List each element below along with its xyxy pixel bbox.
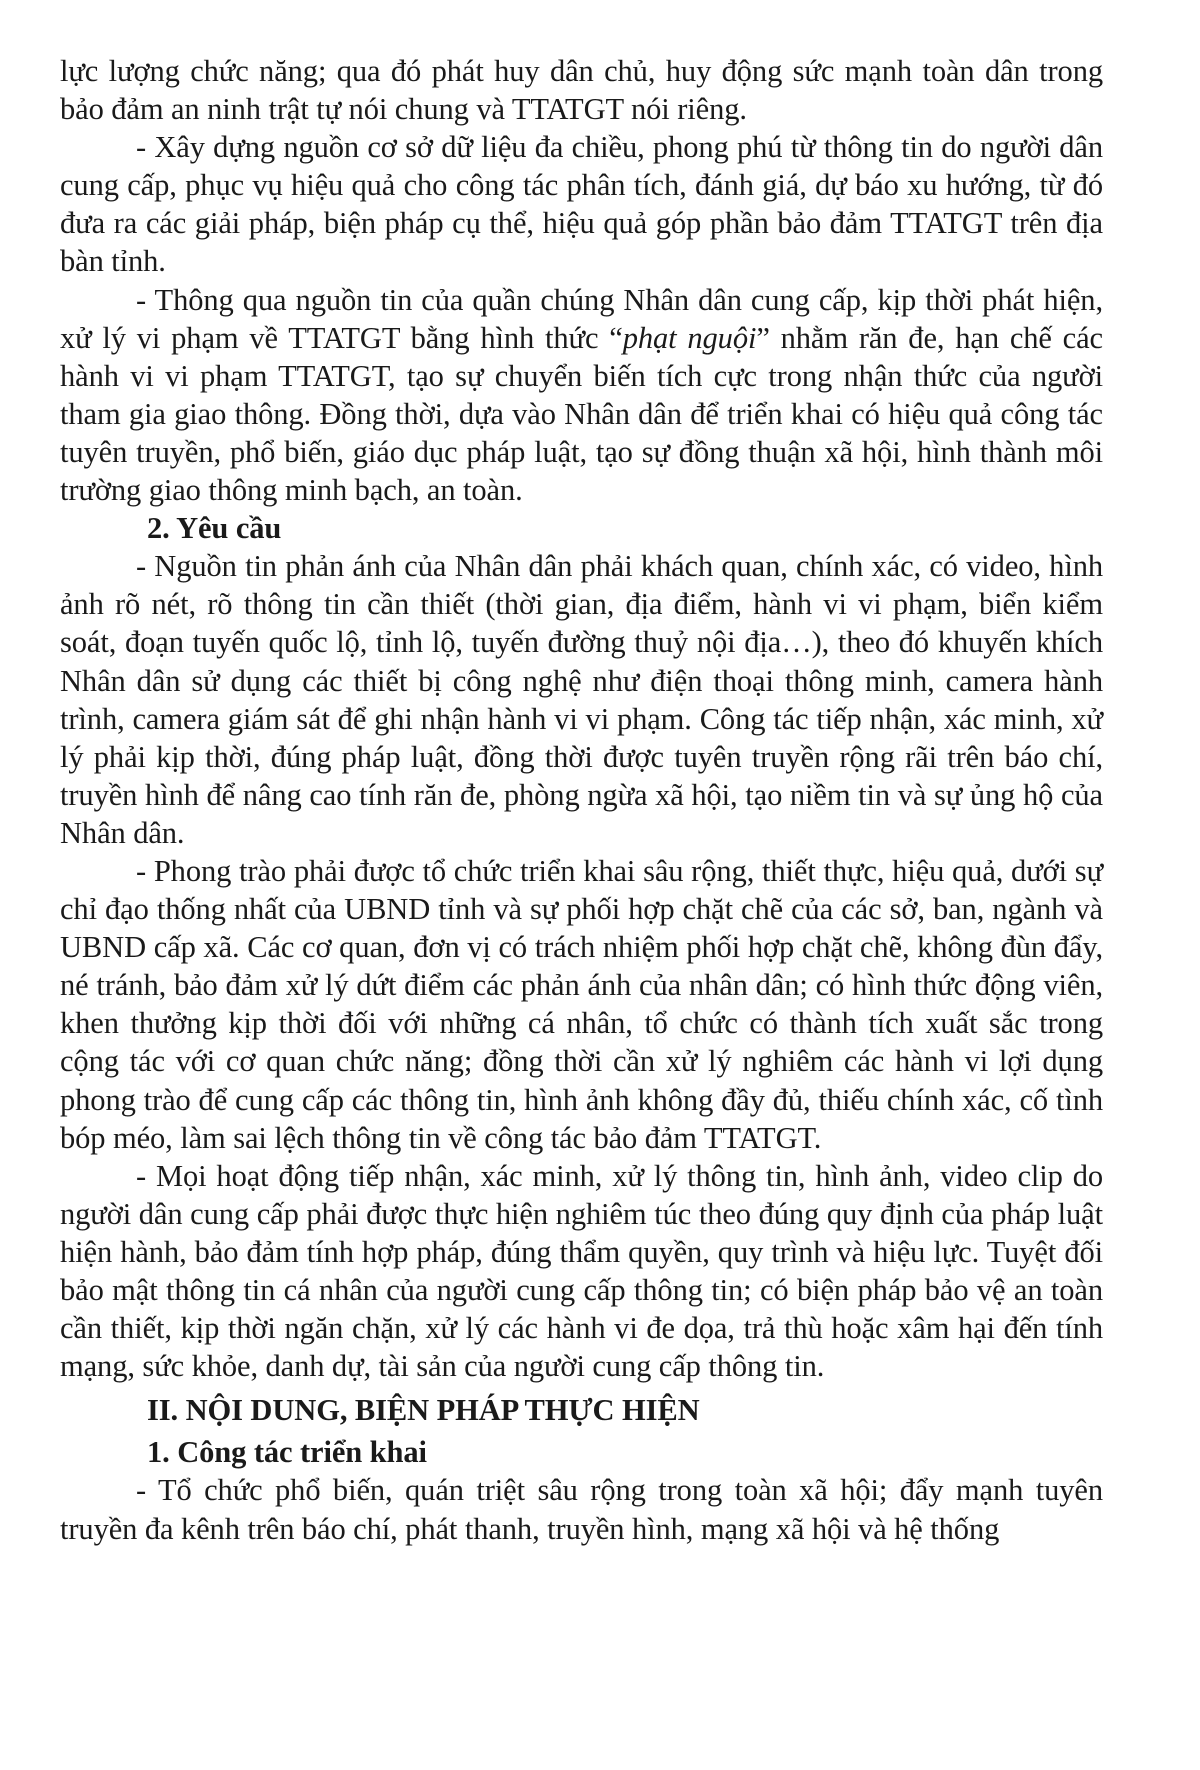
paragraph-movement-organization: - Phong trào phải được tổ chức triển khai sâu rộng, thiết thực, hiệu quả, dưới sự chỉ đạo thống nhất của UBND tỉnh và sự phối hợp chặt chẽ của các sở, ban, ngành và UBND cấp xã. Các cơ quan, đơn vị có trách nhiệm phối hợp chặt chẽ, không đùn đẩy, né tránh, bảo đảm xử lý dứt điểm các phản ánh của nhân dân; có hình thức động viên, khen thưởng kịp thời đối với những cá nhân, tổ chức có thành tích xuất sắc trong cộng tác với cơ quan chức năng; đồng thời cần xử lý nghiêm các hành vi lợi dụng phong trào để cung cấp các thông tin, hình ảnh không đầy đủ, thiếu chính xác, cố tình bóp méo, làm sai lệch thông tin về công tác bảo đảm TTATGT. (60, 853, 1103, 1155)
paragraph-report-quality: - Nguồn tin phản ánh của Nhân dân phải khách quan, chính xác, có video, hình ảnh rõ nét, rõ thông tin cần thiết (thời gian, địa điểm, hành vi vi phạm, biển kiểm soát, đoạn tuyến quốc lộ, tỉnh lộ, tuyến đường thuỷ nội địa…), theo đó khuyến khích Nhân dân sử dụng các thiết bị công nghệ như điện thoại thông minh, camera hành trình, camera giám sát để ghi nhận hành vi vi phạm. Công tác tiếp nhận, xác minh, xử lý phải kịp thời, đúng pháp luật, đồng thời được tuyên truyền rộng rãi trên báo chí, truyền hình để nâng cao tính răn đe, phòng ngừa xã hội, tạo niềm tin và sự ủng hộ của Nhân dân. (60, 549, 1103, 850)
paragraph-data-source: - Xây dựng nguồn cơ sở dữ liệu đa chiều, phong phú từ thông tin do người dân cung cấp, phục vụ hiệu quả cho công tác phân tích, đánh giá, dự báo xu hướng, từ đó đưa ra các giải pháp, biện pháp cụ thể, hiệu quả góp phần bảo đảm TTATGT trên địa bàn tỉnh. (60, 130, 1103, 279)
paragraph-continuation: lực lượng chức năng; qua đó phát huy dân chủ, huy động sức mạnh toàn dân trong bảo đảm an ninh trật tự nói chung và TTATGT nói riêng. (60, 54, 1103, 127)
document-page (60, 52, 1103, 1548)
paragraph-dissemination: - Tổ chức phổ biến, quán triệt sâu rộng trong toàn xã hội; đẩy mạnh tuyên truyền đa kênh trên báo chí, phát thanh, truyền hình, mạng xã hội và hệ thống (60, 1473, 1103, 1546)
paragraph-public-reports (60, 281, 1103, 510)
paragraph-text: - Thông qua nguồn tin của quần chúng Nhân dân cung cấp, kịp thời phát hiện, xử lý vi phạm về TTATGT bằng hình thức “ (60, 282, 1103, 355)
section-heading-content-measures: II. NỘI DUNG, BIỆN PHÁP THỰC HIỆN (147, 1393, 700, 1428)
section-heading-deployment: 1. Công tác triển khai (147, 1435, 427, 1470)
italic-term: phạt nguội (622, 320, 757, 355)
section-heading-requirements: 2. Yêu cầu (147, 511, 282, 546)
paragraph-information-handling: - Mọi hoạt động tiếp nhận, xác minh, xử lý thông tin, hình ảnh, video clip do người dân cung cấp phải được thực hiện nghiêm túc theo đúng quy định của pháp luật hiện hành, bảo đảm tính hợp pháp, đúng thẩm quyền, quy trình và hiệu lực. Tuyệt đối bảo mật thông tin cá nhân của người cung cấp thông tin; có biện pháp bảo vệ an toàn cần thiết, kịp thời ngăn chặn, xử lý các hành vi đe dọa, trả thù hoặc xâm hại đến tính mạng, sức khỏe, danh dự, tài sản của người cung cấp thông tin. (60, 1158, 1103, 1384)
paragraph-text: ” nhằm răn đe, hạn chế các hành vi vi phạm TTATGT, tạo sự chuyển biến tích cực trong nhận thức của người tham gia giao thông. Đồng thời, dựa vào Nhân dân để triển khai có hiệu quả công tác tuyên truyền, phổ biến, giáo dục pháp luật, tạo sự đồng thuận xã hội, hình thành môi trường giao thông minh bạch, an toàn. (60, 320, 1103, 508)
